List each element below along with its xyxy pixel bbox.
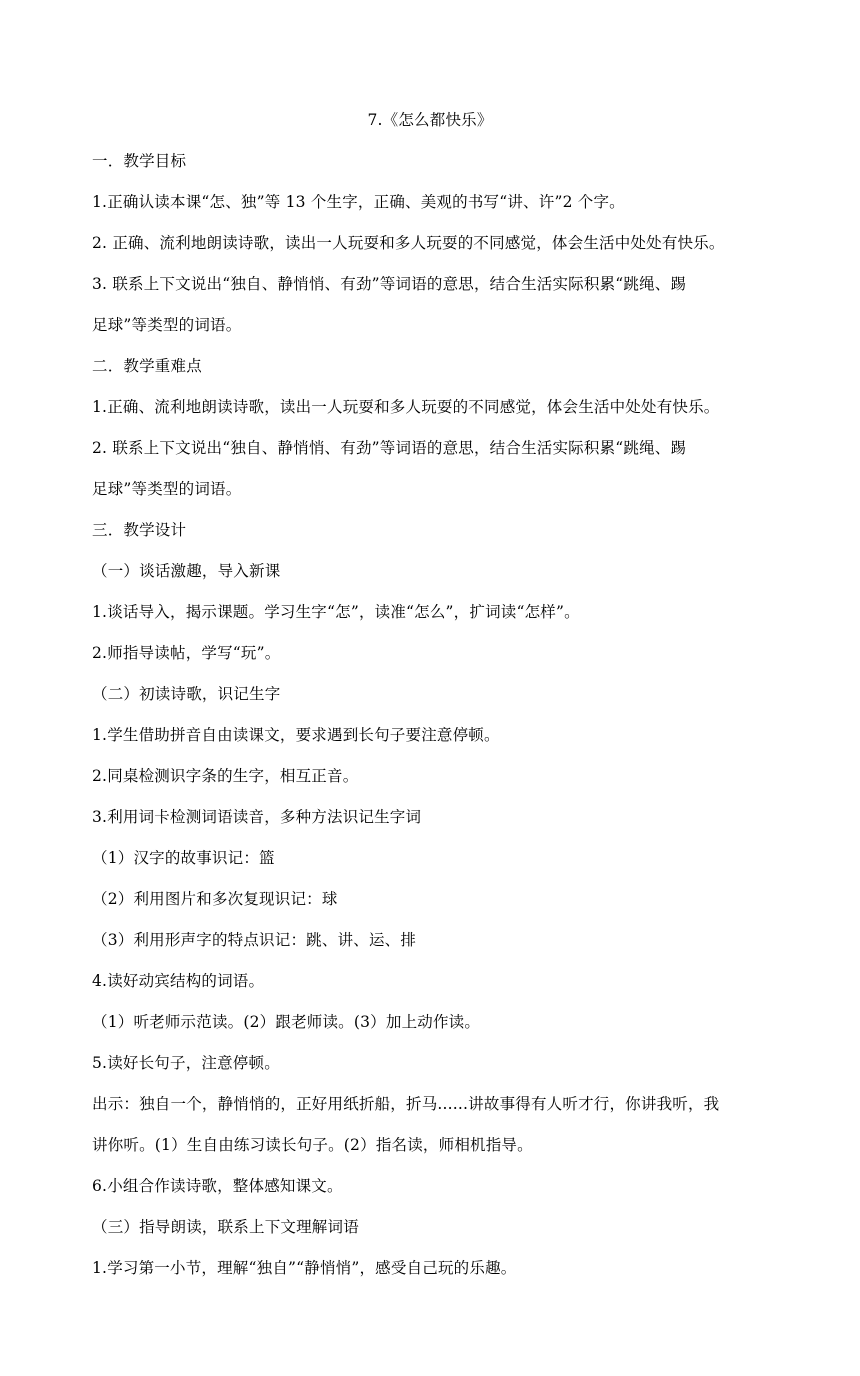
part2-item-3-sub-3: （3）利用形声字的特点识记：跳、讲、运、排 [92,931,417,949]
part2-item-3-sub-2: （2）利用图片和多次复现识记：球 [92,890,338,908]
part2-item-2: 2.同桌检测识字条的生字，相互正音。 [92,767,359,785]
key-point-2-line-2: 足球”等类型的词语。 [92,480,242,498]
part2-item-5: 5.读好长句子，注意停顿。 [92,1054,280,1072]
part-heading-2: （二）初读诗歌，识记生字 [92,685,281,703]
goal-item-2: 2. 正确、流利地朗读诗歌，读出一人玩耍和多人玩耍的不同感觉，体会生活中处处有快乐。 [92,234,725,252]
part2-item-6: 6.小组合作读诗歌，整体感知课文。 [92,1177,343,1195]
document-title: 7.《怎么都快乐》 [367,111,493,129]
part-heading-1: （一）谈话激趣，导入新课 [92,562,281,580]
part2-item-3-sub-1: （1）汉字的故事识记：篮 [92,849,275,867]
part2-item-5-example-line-2: 讲你听。(1）生自由练习读长句子。(2）指名读，师相机指导。 [92,1136,533,1154]
part1-item-2: 2.师指导读帖，学写“玩”。 [92,644,281,662]
key-point-1: 1.正确、流利地朗读诗歌，读出一人玩耍和多人玩耍的不同感觉，体会生活中处处有快乐。 [92,398,720,416]
goal-item-3-line-2: 足球”等类型的词语。 [92,316,242,334]
part2-item-3: 3.利用词卡检测词语读音，多种方法识记生字词 [92,808,422,826]
section-heading-goals: 一．教学目标 [92,152,187,170]
goal-item-1: 1.正确认读本课“怎、独”等 13 个生字，正确、美观的书写“讲、许”2 个字。 [92,193,625,211]
part1-item-1: 1.谈话导入，揭示课题。学习生字“怎”，读准“怎么”，扩词读“怎样”。 [92,603,580,621]
key-point-2-line-1: 2. 联系上下文说出“独自、静悄悄、有劲”等词语的意思，结合生活实际积累“跳绳、踢 [92,439,687,457]
part2-item-4: 4.读好动宾结构的词语。 [92,972,265,990]
part3-item-1: 1.学习第一小节，理解“独自”“静悄悄”，感受自己玩的乐趣。 [92,1259,517,1277]
part2-item-4-sub: （1）听老师示范读。(2）跟老师读。(3）加上动作读。 [92,1013,481,1031]
part2-item-5-example-line-1: 出示：独自一个，静悄悄的，正好用纸折船，折马......讲故事得有人听才行，你讲我听，我 [92,1095,720,1113]
part2-item-1: 1.学生借助拼音自由读课文，要求遇到长句子要注意停顿。 [92,726,500,744]
section-heading-design: 三．教学设计 [92,521,187,539]
part-heading-3: （三）指导朗读，联系上下文理解词语 [92,1218,359,1236]
section-heading-key-points: 二．教学重难点 [92,357,202,375]
goal-item-3-line-1: 3. 联系上下文说出“独自、静悄悄、有劲”等词语的意思，结合生活实际积累“跳绳、踢 [92,275,687,293]
